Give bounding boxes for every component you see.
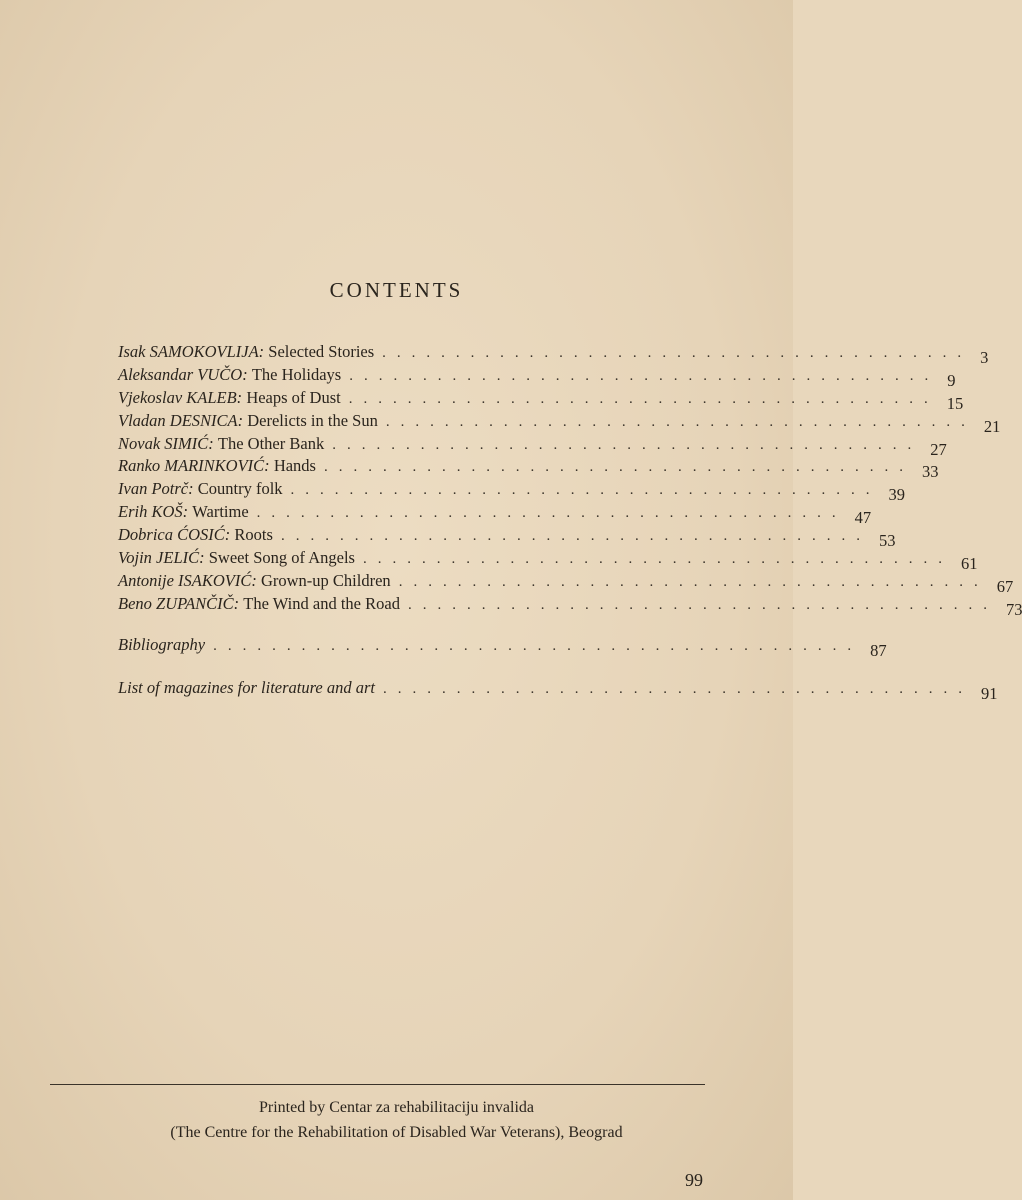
leader-dots: ........................................	[256, 505, 847, 522]
toc-entry	[118, 456, 939, 482]
leader-dots: ........................................	[323, 459, 914, 476]
leader-dots: ........................................	[280, 528, 871, 545]
toc-page-number: 39	[888, 485, 906, 505]
toc-title: Selected Stories	[268, 342, 375, 361]
page-number: 99	[685, 1170, 703, 1190]
toc-page-number: 3	[980, 348, 989, 367]
printer-imprint-line-2: (The Centre for the Rehabilitation of Disabled War Veterans), Beograd	[170, 1124, 623, 1141]
toc-author: Vojin JELIĆ:	[118, 548, 205, 568]
toc-page-number: 47	[854, 508, 872, 528]
toc-page-number: 91	[981, 683, 998, 703]
leader-dots: ........................................	[385, 413, 976, 430]
table-of-contents	[118, 342, 1022, 703]
toc-title: Wartime	[192, 502, 249, 522]
toc-author: Dobrica ĆOSIĆ:	[118, 525, 231, 545]
toc-title: The Other Bank	[217, 433, 325, 453]
toc-author: Beno ZUPANČIČ:	[118, 593, 240, 613]
leader-dots: ........................................	[348, 390, 939, 407]
toc-entry	[118, 433, 947, 459]
divider-line	[50, 1084, 705, 1085]
toc-title: Hands	[273, 456, 316, 476]
toc-entry	[118, 364, 956, 390]
toc-title: Derelicts in the Sun	[247, 410, 378, 430]
toc-author: Ranko MARINKOVIĆ:	[118, 456, 270, 476]
toc-title: Sweet Song of Angels	[208, 548, 355, 568]
toc-page-number: 9	[947, 370, 956, 390]
leader-dots: ............................................	[213, 637, 863, 654]
toc-entry	[118, 502, 872, 528]
toc-author: Erih KOŠ:	[118, 502, 189, 522]
toc-entry	[118, 525, 896, 551]
toc-page-number: 33	[921, 462, 939, 482]
toc-entry	[118, 593, 1022, 619]
toc-author: Antonije ISAKOVIĆ:	[118, 570, 257, 590]
toc-entry	[118, 342, 989, 367]
toc-title: The Wind and the Road	[243, 593, 400, 613]
toc-author: Isak SAMOKOVLIJA:	[118, 342, 265, 361]
page-title: CONTENTS	[329, 278, 464, 302]
toc-author: Vladan DESNICA:	[118, 410, 244, 430]
toc-title: Bibliography	[118, 634, 206, 654]
leader-dots: ........................................	[382, 345, 973, 361]
toc-entry	[118, 570, 1014, 596]
toc-page-number: 21	[983, 416, 1001, 436]
printer-imprint-line-1: Printed by Centar za rehabilitaciju invalida	[258, 1099, 534, 1116]
toc-title: List of magazines for literature and art	[118, 677, 375, 697]
toc-author: Vjekoslav KALEB:	[118, 387, 243, 407]
leader-dots: ........................................	[407, 596, 998, 613]
toc-page-number: 15	[946, 393, 964, 413]
toc-author: Aleksandar VUČO:	[118, 364, 248, 384]
toc-page-number: 87	[870, 640, 887, 660]
toc-title: The Holidays	[251, 364, 342, 384]
toc-entry	[118, 410, 1001, 436]
toc-page-number: 67	[996, 576, 1014, 596]
toc-entry	[118, 548, 978, 574]
toc-entry-magazines	[118, 677, 998, 703]
toc-page-number: 53	[878, 531, 896, 551]
leader-dots: ........................................	[290, 482, 881, 499]
toc-title: Country folk	[197, 479, 283, 499]
toc-author: Ivan Potrč:	[118, 479, 194, 499]
toc-page-number: 61	[960, 554, 978, 574]
toc-page-number: 27	[930, 439, 947, 459]
leader-dots: ........................................	[349, 367, 940, 384]
leader-dots: ........................................	[362, 551, 953, 568]
toc-entry-bibliography	[118, 634, 887, 660]
leader-dots: ........................................	[398, 573, 989, 590]
leader-dots: ........................................	[383, 680, 973, 697]
toc-title: Grown-up Children	[260, 570, 391, 590]
toc-page-number: 73	[1005, 599, 1022, 619]
toc-entry	[118, 387, 964, 413]
toc-author: Novak SIMIĆ:	[118, 433, 214, 453]
toc-entry	[118, 479, 906, 505]
toc-title: Heaps of Dust	[246, 387, 341, 407]
leader-dots: ........................................	[332, 436, 923, 453]
toc-title: Roots	[234, 525, 273, 545]
